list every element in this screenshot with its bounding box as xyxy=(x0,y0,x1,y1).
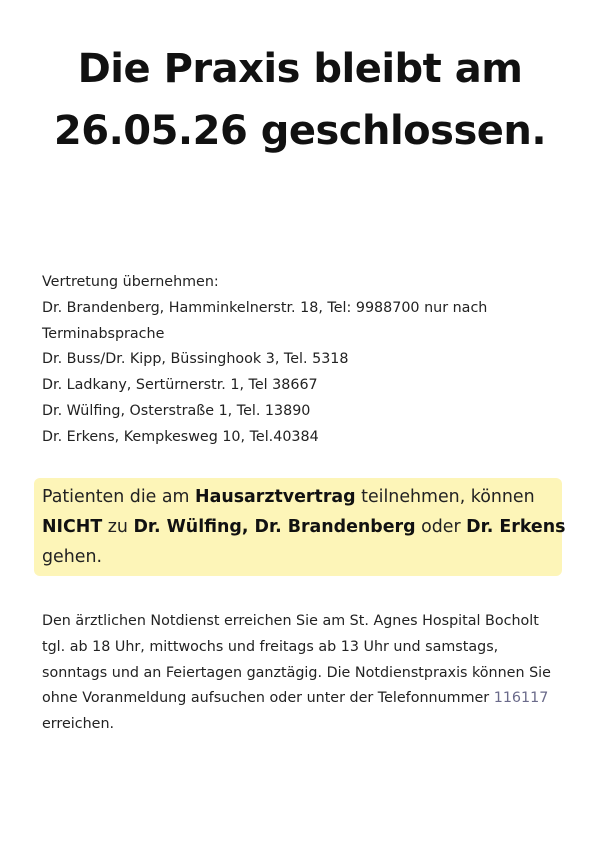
emergency-line: sonntags und an Feiertagen ganztägig. Die Notdienstpraxis können Sie xyxy=(42,664,551,681)
notice-bold-doctors: Dr. Wülfing, Dr. Brandenberg xyxy=(133,517,416,537)
notice-text: Patienten die am xyxy=(42,487,196,507)
title-line-2: 26.05.26 geschlossen. xyxy=(53,108,547,154)
notice-text: teilnehmen, können xyxy=(355,487,535,507)
substitute-line: Dr. Buss/Dr. Kipp, Büssinghook 3, Tel. 5318 xyxy=(42,351,349,368)
substitute-line: Dr. Wülfing, Osterstraße 1, Tel. 13890 xyxy=(42,402,311,419)
emergency-line xyxy=(42,686,572,712)
contract-notice xyxy=(42,482,566,572)
notice-text: zu xyxy=(102,517,134,537)
substitutes-block xyxy=(42,270,562,451)
substitute-line: Dr. Ladkany, Sertürnerstr. 1, Tel 38667 xyxy=(42,377,318,394)
substitute-line: Dr. Brandenberg, Hamminkelnerstr. 18, Tel: 9988700 nur nach xyxy=(42,299,488,316)
notice-bold-contract: Hausarztvertrag xyxy=(195,487,356,507)
notice-line-2 xyxy=(42,512,566,542)
notice-title xyxy=(0,38,600,162)
emergency-service-block xyxy=(42,609,572,738)
emergency-line: erreichen. xyxy=(42,716,115,733)
emergency-line: Den ärztlichen Notdienst erreichen Sie am St. Agnes Hospital Bocholt xyxy=(42,613,539,629)
notice-line-1 xyxy=(42,482,562,512)
notice-text: oder xyxy=(415,517,467,537)
substitute-line: Dr. Erkens, Kempkesweg 10, Tel.40384 xyxy=(42,428,319,445)
notice-bold-erkens: Dr. Erkens xyxy=(466,517,566,537)
emergency-line: tgl. ab 18 Uhr, mittwochs und freitags ab 13 Uhr und samstags, xyxy=(42,638,499,655)
notice-bold-nicht: NICHT xyxy=(42,517,103,537)
substitute-line: Terminabsprache xyxy=(42,325,165,342)
emergency-phone-number: 116117 xyxy=(493,690,549,707)
notice-line-3: gehen. xyxy=(42,547,103,567)
substitutes-heading: Vertretung übernehmen: xyxy=(42,274,219,290)
emergency-text: ohne Voranmeldung aufsuchen oder unter der Telefonnummer xyxy=(42,690,494,707)
title-line-1: Die Praxis bleibt am xyxy=(77,46,523,92)
